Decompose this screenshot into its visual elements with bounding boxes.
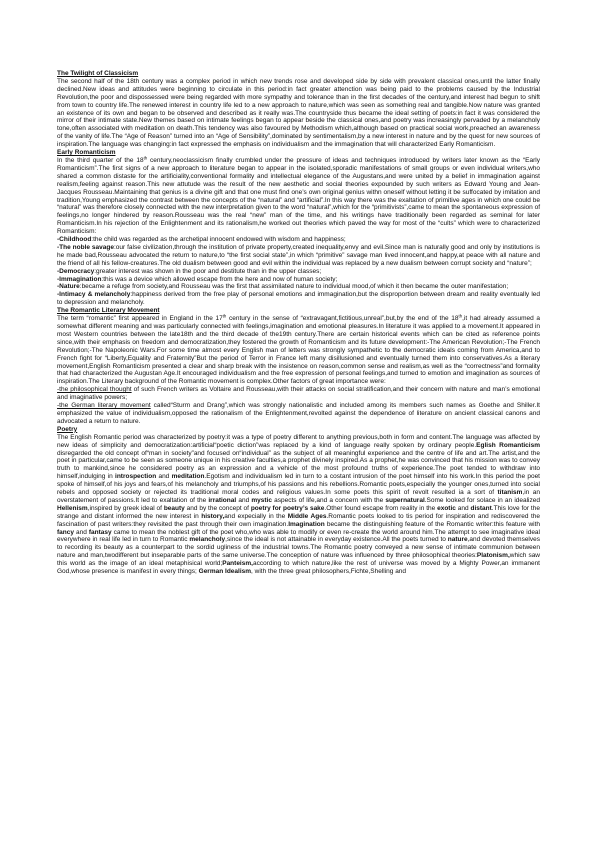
factor-text: of such French writers as Voltaire and Rousseau,with their attacks on social stratification,and their concern with nature and man’s emotional and imaginative powers; — [57, 386, 540, 402]
text-run: came to mean the noblest gift of the poet who,who was able to modify or even re-create the world around him.The attempt to see imaginative ideal everywhere in real life led in turn to Romantic — [57, 528, 540, 544]
cult-item — [57, 283, 540, 291]
bold-term: melancholy — [189, 536, 226, 544]
text-run: ,since the ideal is not attainable in everyday existence.All the poets turned to — [225, 536, 448, 544]
superscript: th — [143, 155, 148, 161]
bold-term: Eglish Romanticism — [476, 441, 540, 449]
paragraph-twilight: The second half of the 18th century was a complex period in which new trends rose and developed side by side with prevalent classical ones,until the latter finally declined.New ideas and attitudes were beginning to circulate in this period:in fact greater attenction was being paid to the problems caused by the Industrial Revolution,the poor and dispossessed were being regarded with more sympathy and tolerance than in the first decades of the century,and interest had begun to shift from town to country life.The renewed interest in country life led to a new approach to nature,which was seen as something real and tangible.Now nature was granted an existence of its own and began to be observed and described as it really was.The countryside thus became the ideal setting of poets:in fact it was considered the mirror of their intimate state.New themes based on intimate feelings began to appear beside the classical ones,and poetry was increasingly pervaded by a melancholy tone,often associated with meditation on death.This tendency was also favoured by Methodism which,although based on practical social work,preached an awareness of the vanity of life.The “Age of Reason” turned into an “Age of Sensibility”,dominated by sentimentalism,by a new interest in nature and by the quest for new sources of inspiration.The language was changing:in fact expressed the emphasis on individualism and the immagination that will characterized Early Romanticism. — [57, 77, 540, 149]
cult-term: -Childhood — [57, 236, 92, 244]
cult-item — [57, 236, 540, 244]
text-run: and — [236, 496, 252, 504]
text-run: became the distinguishing feature of the Romantic writer:this feature with — [324, 520, 541, 528]
bold-term: distant — [470, 504, 492, 512]
bold-term: Middle Ages — [287, 512, 327, 520]
bold-term: Imagination — [288, 520, 325, 528]
cult-item — [57, 291, 540, 307]
text-run: The English Romantic period was characterized by poetry:it was a type of poetry different to anything previous,both in form and content.The language was affected by new ideas of simplicity and democratization:artificial“poetic diction”was replaced by a kind of language really spoken by ordinary people. — [57, 433, 540, 449]
superscript: th — [458, 313, 463, 319]
cult-text: :became a refuge from society,and Rousseau was the first that assimilated nature to individual mood,of which it then became the outer manifestation; — [79, 283, 509, 291]
bold-term: fantasy — [88, 528, 112, 536]
text-run: according to which nature,like the rest of universe was moved by a Mighty Power,an immanent God,whose presence is manifest in every things; — [57, 560, 540, 576]
text-run: .This love for the strange and distant informed the new interest in — [57, 504, 540, 520]
cult-item — [57, 268, 540, 276]
cult-item — [57, 244, 540, 268]
bold-term: supernatural — [385, 496, 425, 504]
text-run: In the third quarter of the 18 — [57, 156, 144, 164]
cult-text: :greater interest was shown in the poor and destitute than in the upper classes; — [94, 267, 322, 275]
paragraph-movement — [57, 315, 540, 386]
bold-term: irrational — [208, 496, 237, 504]
heading-early-romanticism: Early Romanticism — [57, 149, 116, 157]
text-run: .Egotism and individualism led in turn to a costant intrusion of the poet himself into his work.In this period the poet spoke of himself,of his joys and fears,of his melancholy and triumphs,of his passions and his rebellions.Romantic poets,especially the younger ones,turned into social rebels and opposed society or rejected its traditional moral codes and religious values.In some poets this spirit of revolt resulted ia a sort of — [57, 473, 540, 497]
bold-term: fancy — [57, 528, 74, 536]
bold-term: Platonism, — [476, 552, 510, 560]
cult-term: -Intimacy & melancholy — [57, 291, 131, 299]
paragraph-poetry — [57, 434, 540, 576]
text-run: .Some looked for solace in an idealized — [424, 496, 540, 504]
heading-poetry: Poetry — [57, 425, 78, 433]
cult-term: -Nature — [57, 283, 80, 291]
heading-romantic-literary-movement: The Romantic Literary Movement — [57, 307, 160, 315]
heading-twilight-of-classicism: The Twilight of Classicism — [57, 70, 139, 77]
bold-term: introspection — [115, 473, 157, 481]
factor-label: -the German literary movement — [57, 402, 151, 410]
cult-text: :this was a device which allowed escape from the here and now of human society; — [101, 275, 338, 283]
bold-term: exotic — [437, 504, 456, 512]
factor-label: -the philosophical thought — [57, 386, 132, 394]
text-run: century in the sense of “extravagant,fictitious,unreal”,but,by the end of the 18 — [226, 315, 459, 323]
text-run: century,neoclassicism finally crumbled under the pressure of ideas and techniques introduced by writers later known as the “Early Romanticism”.The first signs of a new approach to literature began to appear in the isolated,sporadic manifestations of small groups or even individual writers,who shared a common distaste for the artificiality,conventional formality and intellectual elegance of the Augustans,and were united by a belief in immagination against realism,feeling against reason.This new attutude was the result of the new aesthetic and social theories expounded by such writers as Edward Young and Jean-Jacques Rousseau.Maintaining that genius is a divine gift and that one must find one’s own original genius withn oneself without letting it be suffocated by imitation and tradition,Young emphasized the contrast between the concepts of the “natural” and “artificial”.In this way there was the exaltation of primitive ages in which one could be “natural” was therefore closely connected with the new interpretation given to the word “natural”,which for the “primitivists”,came to mean the spontaneous expression of feelings,no longer hindered by reason.Rousseau was the real “new” man of the time, and his writings have traditionally been regarded as seminal for later Romanticism.In his rejection of the Enlightenment and its rationalism,he worked out theories which paved the way for most of the “cults” which were to characterized Romanticism: — [57, 156, 540, 236]
cult-term: -Immagination — [57, 275, 102, 283]
cult-term: -Democracy — [57, 267, 95, 275]
factor-item-philosophical-thought — [57, 386, 540, 402]
text-run: which saw this world as the image of an ideal metaphisical world; — [57, 552, 540, 568]
text-run: and — [73, 528, 89, 536]
bold-term: meditation — [171, 473, 205, 481]
text-run: aspects of life,and a concern with the — [271, 496, 386, 504]
cult-text: :happiness derived from the free play of personal emotions and immagination,but the disproportion between dream and reality eventually led to depression and melancholy. — [57, 291, 540, 307]
text-run: ,and devoted themselves to recording its beauty as a counterpart to the sordid ugliness of the industrial towns.The Romantic poetry conveyed a new sense of intimate communion between nature and man,twodifferent but inseparable parts of the same universe.The conception of nature was influenced by three philosophical theories: — [57, 536, 540, 560]
text-run: , with the three great philosophers,Fichte,Shelling and — [251, 568, 407, 576]
cult-text: :the child was regarded as the archetipal innocent endowed with wisdom and happiness; — [91, 236, 346, 244]
bold-term: Hellenism — [57, 504, 88, 512]
text-run: ,inspired by greek ideal of — [87, 504, 164, 512]
bold-term: poetry for poetry’s sake — [250, 504, 325, 512]
factor-item-german-movement — [57, 402, 540, 426]
bold-term: history, — [201, 512, 225, 520]
text-run: disregarded the old concept of“man in society”and focused on“individual” as the subject of all meaningful experience and the centre of life and art.The artist,and the poet in particular,came to be seen as someone unique in his creative faculties,a prophet divinely inspired.As a prophet,he was convinced that his mission was to convey truth to mankind,since he considered poetry as an expression and a vehicle of the most profound truths of experience.The poet tended to withdraw into himself,indulging in — [57, 449, 540, 481]
bold-term: beauty — [163, 504, 185, 512]
superscript: th — [222, 313, 227, 319]
bold-term: nature — [447, 536, 468, 544]
cult-item — [57, 276, 540, 284]
text-run: and — [156, 473, 172, 481]
bold-term: titanism — [497, 489, 523, 497]
cult-term: -The noble savage — [57, 243, 114, 251]
cult-text: :our false civilization,through the institution of private property,created inequality,envy and evil.Since man is naturally good and only by institutions is he made bad,Rousseau advocated the return to nature,to “the first social state”,in which “primitive” savage man lived innocent,and happy,at peace with all nature and the friend of all his fellow-creatures.The old dualism between good and evil within the individual was replaced by a new dualism between corrupt society and “nature”; — [57, 243, 540, 267]
text-run: The term “romantic” first appeared in England in the 17 — [57, 315, 223, 323]
text-run: and by the concept of — [184, 504, 251, 512]
text-run: .Other found escape from reality in the — [324, 504, 438, 512]
text-run: .Romantic poets looked to tis period for inspiration and rediscovered the fascination of past writers:they revisited the past through their own imagination. — [57, 512, 540, 528]
text-run: ,it had already assumed a somewhat different meaning and was particularly connected with feelings,imagination and emotional pleasures.In literature it was applied to a movement.It appeared in most Western countries between the late18th and the third decade of the19th century.There are certain historical events which can be cited as reference points since,with their emphasis on freedom and democratization,they fostered the growth of Romanticism and its future development:-The American Revolution;-The French Revolution;-The Napoleonic Wars.For some time almost every English man of letters was strongly sympathetic to the democratic ideals coming from America,and to French fight for “Liberty,Equality and Fraternity”But the period of Terror in France left many disillusioned and eventually turned them into conservatives.As a literary movement,English Romanticism presented a clear and sharp break with the insistence on reason,common sense and realism,as well as the “correctness”and formality that had characterized the Augustan Age.It encouraged individualism and the free expression of personal feelings,and turned to emotion and imagination as sources of inspiration.The Literary background of the Romantic movement is complex.Other factors of great importance were: — [57, 315, 541, 386]
factor-text: called“Sturm and Drang”,which was strongly nationalistic and included among its members such names as Goethe and Shiller.It emphasized the value of individualism,opposed the rationalism of the Enlightenment,revolted against the dependence of literature on ancient classical canons and advocated a return to nature. — [57, 402, 540, 425]
text-run: and expecially in the — [224, 512, 288, 520]
bold-term: Panteism, — [222, 560, 253, 568]
paragraph-early-intro — [57, 157, 540, 236]
bold-term: mystic — [251, 496, 272, 504]
bold-term: German Idealism — [198, 568, 252, 576]
text-run: ,in an overstatement of passions.It led to exaltation of the — [57, 489, 540, 504]
text-run: and — [455, 504, 471, 512]
